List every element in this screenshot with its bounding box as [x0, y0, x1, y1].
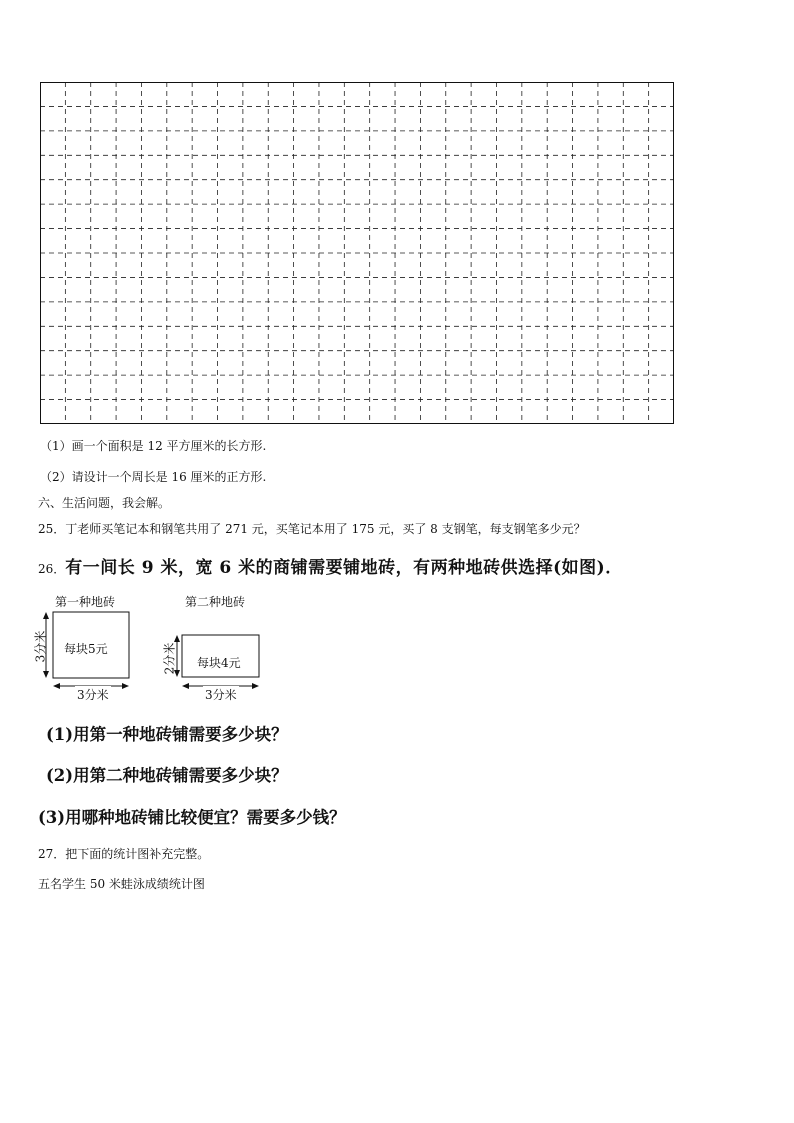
- q26-heading: [38, 553, 623, 578]
- section-6-title: 六、生活问题，我会解。: [38, 496, 171, 510]
- tile-figure-1: [30, 590, 140, 705]
- q26-number: 26．: [38, 562, 66, 576]
- tile1-price: 每块5元: [64, 642, 108, 656]
- tile2-width-label: 3分米: [205, 688, 237, 702]
- q27-chart-title: 五名学生 50 米蛙泳成绩统计图: [38, 877, 205, 891]
- q26-part1: (1)用第一种地砖铺需要多少块？: [46, 725, 288, 744]
- q24-part2: （2）请设计一个周长是 16 厘米的正方形.: [40, 470, 267, 484]
- tile1-width-label: 3分米: [77, 688, 109, 702]
- tile1-height-label: 3分米: [33, 630, 48, 663]
- q26-part2: (2)用第二种地砖铺需要多少块？: [46, 766, 288, 785]
- q25-text: 25．丁老师买笔记本和钢笔共用了 271 元，买笔记本用了 175 元，买了 8 支钢笔，每支钢笔多少元？: [38, 522, 586, 536]
- q26-text: 有一间长 9 米，宽 6 米的商铺需要铺地砖，有两种地砖供选择(如图)．: [65, 558, 623, 578]
- q26-part3: (3)用哪种地砖铺比较便宜？需要多少钱？: [38, 808, 346, 827]
- tile-figure-2: [155, 590, 270, 705]
- tile2-title: 第二种地砖: [185, 595, 246, 609]
- tile2-price: 每块4元: [197, 656, 241, 670]
- q27-text: 27．把下面的统计图补充完整。: [38, 847, 210, 861]
- q24-part1: （1）画一个面积是 12 平方厘米的长方形.: [40, 439, 267, 453]
- tile1-title: 第一种地砖: [55, 595, 116, 609]
- tile2-height-label: 2分米: [162, 642, 177, 675]
- grid-paper: [40, 82, 674, 424]
